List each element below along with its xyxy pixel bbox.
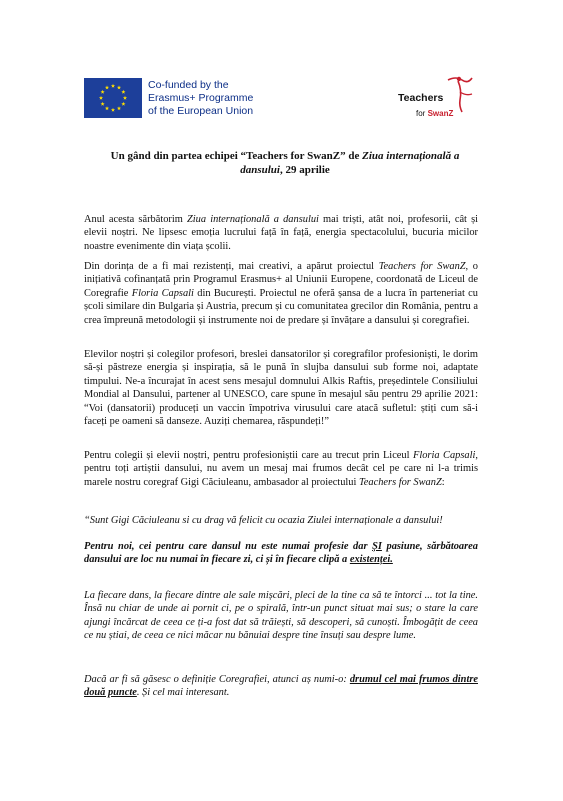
title-part-1: Un gând din partea echipei “Teachers for SwanZ” de	[110, 150, 363, 162]
teachers-for-swanz-logo	[398, 74, 478, 126]
erasmus-line-3: of the European Union	[148, 105, 254, 117]
quote-bold-b: pasiune, sărbătoarea dansului are loc nu numai în fiecare zi, ci și în fiecare clipă a	[84, 541, 478, 566]
quote-p3-a: Dacă ar fi să găsesc o definiție Coregrafiei, atunci aș numi-o:	[84, 674, 350, 685]
p2-italic-2: Floria Capsali	[131, 287, 194, 299]
quote-bold-a: Pentru noi, cei pentru care dansul nu este numai profesie dar	[84, 541, 373, 552]
quote-paragraph-3	[84, 673, 478, 700]
p4-text-b: , pentru toți artiștii dansului, nu avem un mesaj mai frumos decât cel pe care ni l-a trimis marele nostru coregraf Gigi Căciuleanu, ambasador al proiectului	[84, 450, 478, 488]
p1-text-b: mai triști, atât noi, profesorii, cât și elevii noștri. Ne lipsesc emoția lucrului față în față, energia spectacolului, bucuria micilor noastre evenimente din viața școlii.	[84, 214, 479, 252]
quote-bold-c: existenței.	[349, 554, 393, 566]
quote-bold-paragraph	[84, 540, 478, 567]
erasmus-line-2: Erasmus+ Programme	[148, 92, 254, 104]
logo-for: for	[416, 109, 426, 118]
paragraph-1	[84, 213, 478, 253]
p2-italic-1: Teachers for SwanZ	[378, 261, 466, 272]
p4-text-c: :	[441, 476, 445, 488]
quote-greeting: “Sunt Gigi Căciuleanu si cu drag vă felicit cu ocazia Ziulei internaționale a dansului!	[84, 515, 443, 526]
title-part-2: , 29 aprilie	[279, 164, 330, 176]
logo-subtitle	[416, 109, 453, 118]
p4-italic-1: Floria Capsali	[413, 450, 476, 461]
quote-p3-b: . Și cel mai interesant.	[136, 687, 230, 699]
eu-flag-icon	[84, 78, 142, 118]
paragraph-2	[84, 260, 478, 327]
p4-italic-2: Teachers for SwanZ	[358, 476, 442, 488]
paragraph-3: Elevilor noștri și colegilor profesori, breslei dansatorilor și coregrafilor profesioniști, le dorim să-și păstreze energia și inspirația, să le pună în slujba dansului sub forme noi, adaptate timpului. Ne-a încurajat în acest sens mesajul domnului Alkis Raftis, președintele Consiliului Mondial al Dansului, partener al UNESCO, care spune în mesajul său pentru 29 aprilie 2021: “Voi (dansatorii) produceți un vaccin împotriva virusului care atacă sufletul: știți cum să-i faceți pe oameni să danseze. Auziți chemarea, răspundeți!”	[84, 349, 478, 428]
dancer-icon	[442, 74, 476, 114]
p1-text-a: Anul acesta sărbătorim	[84, 214, 187, 225]
p2-text-c: din București. Proiectul ne oferă șansa de a lucra în parteneriat cu școli similare din Bulgaria și Austria, precum și cu comunitatea grecilor din România, pentru a crea împreună metodologii și instrumente noi de predare și învățare a dansului și coregrafiei.	[84, 287, 478, 326]
p1-italic: Ziua internațională a dansului	[187, 214, 319, 225]
paragraph-4	[84, 449, 478, 489]
document-title	[92, 149, 478, 177]
erasmus-logo	[84, 78, 264, 122]
logo-swanz: SwanZ	[427, 109, 454, 118]
p4-text-a: Pentru colegii și elevii noștri, pentru profesioniștii care au trecut prin Liceul	[84, 450, 413, 461]
quote-bold-si: ȘI	[372, 541, 382, 552]
logo-title: Teachers	[398, 92, 444, 104]
p2-text-b: , o inițiativă cofinanțată prin Programul Erasmus+ al Uniunii Europene, coordonată de Liceul de Coregrafie	[84, 261, 478, 299]
title-italic: Ziua internațională a dansului	[240, 150, 460, 176]
quote-p3-underlined: drumul cel mai frumos dintre două puncte	[84, 674, 478, 699]
erasmus-line-1: Co-funded by the	[148, 79, 229, 91]
p2-text-a: Din dorința de a fi mai rezistenți, mai creativi, a apărut proiectul	[84, 261, 379, 272]
quote-paragraph-2: La fiecare dans, la fiecare dintre ale sale mișcări, pleci de la tine ca să te întorci ... tot la tine. Însă nu chiar de unde ai pornit ci, pe o spirală, într-un punct situat mai sus; o stare la care ajungi încărcat de ceea ce ți-a fost dat să trăiești, să descoperi, să cunoști. Îmbogățit de ceea ce nu știai, de ceea ce nici măcar nu bănuiai despre tine însuți sau despre lume.	[84, 590, 478, 642]
erasmus-caption	[148, 79, 253, 118]
